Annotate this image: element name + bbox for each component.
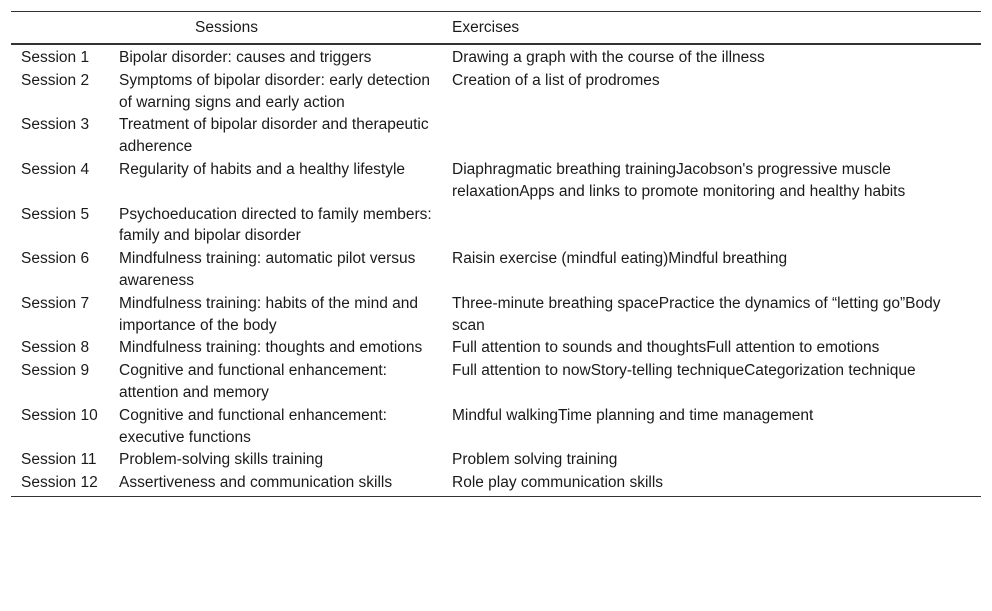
session-number: Session 1 bbox=[21, 49, 90, 66]
session-exercises bbox=[442, 203, 981, 248]
session-number: Session 8 bbox=[21, 339, 90, 357]
table-row bbox=[11, 203, 981, 248]
session-exercises: Creation of a list of prodromes bbox=[452, 71, 660, 89]
session-number: Session 7 bbox=[21, 294, 90, 312]
table-row bbox=[11, 359, 981, 404]
session-number: Session 11 bbox=[21, 451, 97, 469]
table-header bbox=[11, 12, 981, 45]
header-row bbox=[11, 12, 981, 45]
session-exercises bbox=[442, 113, 981, 158]
session-exercises: Diaphragmatic breathing trainingJacobson's progressive muscle relaxationApps and links to promote monitoring and healthy habits bbox=[452, 160, 906, 200]
table-row bbox=[11, 44, 981, 69]
table-row bbox=[11, 336, 981, 359]
session-exercises: Role play communication skills bbox=[442, 471, 981, 496]
table-row bbox=[11, 292, 981, 337]
session-exercises: Problem solving training bbox=[452, 451, 618, 469]
exercises-column-header: Exercises bbox=[442, 12, 981, 45]
table-row bbox=[11, 158, 981, 203]
session-number: Session 2 bbox=[21, 71, 90, 89]
session-number: Session 5 bbox=[21, 205, 90, 223]
session-topic: Psychoeducation directed to family members: family and bipolar disorder bbox=[119, 205, 432, 245]
session-topic: Mindfulness training: automatic pilot versus awareness bbox=[119, 250, 416, 289]
session-exercises: Full attention to nowStory-telling techniqueCategorization technique bbox=[452, 362, 916, 380]
session-topic: Mindfulness training: habits of the mind and importance of the body bbox=[119, 294, 418, 334]
session-topic: Treatment of bipolar disorder and therapeutic adherence bbox=[119, 116, 429, 156]
session-exercises: Drawing a graph with the course of the illness bbox=[452, 49, 765, 66]
session-topic: Symptoms of bipolar disorder: early detection of warning signs and early action bbox=[119, 71, 431, 111]
session-number: Session 4 bbox=[21, 160, 90, 178]
session-exercises: Raisin exercise (mindful eating)Mindful breathing bbox=[452, 250, 788, 268]
session-exercises: Full attention to sounds and thoughtsFull attention to emotions bbox=[452, 339, 880, 357]
session-number: Session 3 bbox=[21, 116, 90, 134]
session-topic: Mindfulness training: thoughts and emotions bbox=[119, 339, 423, 357]
session-topic: Regularity of habits and a healthy lifestyle bbox=[119, 160, 406, 178]
session-topic: Cognitive and functional enhancement: executive functions bbox=[119, 406, 387, 446]
session-number: Session 10 bbox=[21, 406, 98, 424]
session-exercises: Three-minute breathing spacePractice the dynamics of “letting go”Body scan bbox=[452, 294, 941, 334]
session-topic: Assertiveness and communication skills bbox=[109, 471, 442, 496]
session-topic: Cognitive and functional enhancement: attention and memory bbox=[119, 362, 387, 401]
session-topic: Bipolar disorder: causes and triggers bbox=[119, 49, 372, 66]
session-number: Session 12 bbox=[11, 471, 109, 496]
table-row bbox=[11, 448, 981, 471]
session-number: Session 9 bbox=[21, 362, 90, 380]
table-body bbox=[11, 44, 981, 496]
session-exercises: Mindful walkingTime planning and time management bbox=[452, 406, 814, 424]
table-row bbox=[11, 471, 981, 496]
table-row bbox=[11, 247, 981, 292]
session-topic: Problem-solving skills training bbox=[119, 451, 324, 469]
table-row bbox=[11, 404, 981, 449]
table-row bbox=[11, 113, 981, 158]
sessions-table bbox=[11, 11, 981, 497]
table-row bbox=[11, 69, 981, 114]
sessions-column-header: Sessions bbox=[11, 12, 442, 45]
session-number: Session 6 bbox=[21, 250, 90, 268]
